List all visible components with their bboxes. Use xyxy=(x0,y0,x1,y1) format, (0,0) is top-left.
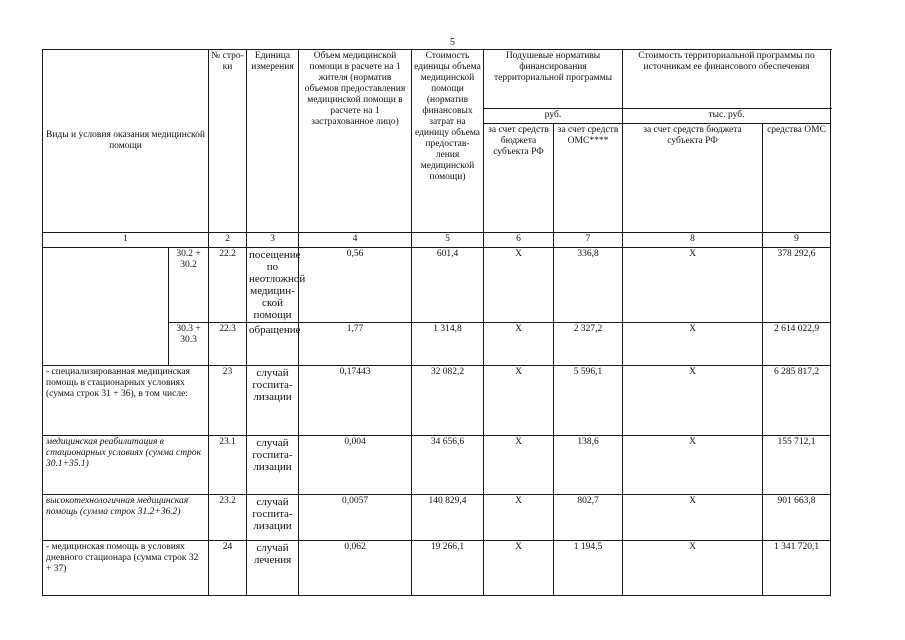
table-row xyxy=(43,248,831,323)
column-number: 1 xyxy=(43,233,209,248)
sub-row-code: 30.3 + 30.3 xyxy=(169,323,209,366)
header-program-cost: Стоимость территориальной программы по источникам ее финансового обеспечения xyxy=(623,50,831,109)
column-number: 6 xyxy=(484,233,554,248)
row-number: 23.1 xyxy=(209,436,247,495)
unit-cell: обращение xyxy=(247,323,299,366)
header-norm-oms: за счет средств ОМС**** xyxy=(554,124,623,233)
value-cell: 0,004 xyxy=(299,436,412,495)
value-cell: 138,6 xyxy=(554,436,623,495)
header-cost-budget: за счет средств бюджета субъекта РФ xyxy=(623,124,763,233)
value-cell: 802,7 xyxy=(554,495,623,541)
value-cell: 6 285 817,2 xyxy=(763,366,831,436)
unit-cell: случай госпита-лизации xyxy=(247,366,299,436)
header-norm-budget: за счет средств бюджета субъекта РФ xyxy=(484,124,554,233)
header-volume: Объем медицинской помощи в расчете на 1 жителя (норматив объемов предоставления медицинской помощи в расчете на 1 застрахованное лицо) xyxy=(299,50,412,233)
value-cell: 601,4 xyxy=(412,248,484,323)
value-cell: X xyxy=(484,323,554,366)
column-number-row xyxy=(43,233,831,248)
value-cell: 378 292,6 xyxy=(763,248,831,323)
value-cell: X xyxy=(484,248,554,323)
column-number: 5 xyxy=(412,233,484,248)
column-number: 8 xyxy=(623,233,763,248)
column-number: 7 xyxy=(554,233,623,248)
program-cost-table xyxy=(42,49,831,596)
unit-cell: посещение по неотложной медицин-ской помощи xyxy=(247,248,299,323)
value-cell: 1 194,5 xyxy=(554,541,623,596)
column-number: 9 xyxy=(763,233,831,248)
value-cell: 0,17443 xyxy=(299,366,412,436)
table-row xyxy=(43,495,831,541)
value-cell: 32 082,2 xyxy=(412,366,484,436)
header-cost-oms: средства ОМС xyxy=(763,124,831,233)
row-label: высокотехнологичная медицинская помощь (сумма строк 31.2+36.2) xyxy=(43,495,209,541)
value-cell: 34 656,6 xyxy=(412,436,484,495)
value-cell: 1 341 720,1 xyxy=(763,541,831,596)
column-number: 4 xyxy=(299,233,412,248)
row-number: 23.2 xyxy=(209,495,247,541)
header-per-capita-norms: Подушевые нормативы финансирования территориальной программы xyxy=(484,50,623,109)
value-cell: 140 829,4 xyxy=(412,495,484,541)
row-number: 22.3 xyxy=(209,323,247,366)
value-cell: 0,062 xyxy=(299,541,412,596)
value-cell: X xyxy=(623,495,763,541)
column-number: 3 xyxy=(247,233,299,248)
value-cell: 336,8 xyxy=(554,248,623,323)
value-cell: X xyxy=(623,366,763,436)
sub-row-code: 30.2 + 30.2 xyxy=(169,248,209,323)
value-cell: 901 663,8 xyxy=(763,495,831,541)
row-number: 23 xyxy=(209,366,247,436)
unit-cell: случай госпита-лизации xyxy=(247,495,299,541)
header-unit: Единица измерения xyxy=(247,50,299,233)
header-unit-thousand-rub: тыс. руб. xyxy=(623,109,831,124)
header-unit-rub: руб. xyxy=(484,109,623,124)
value-cell: 0,0057 xyxy=(299,495,412,541)
page-number: 5 xyxy=(450,37,455,48)
value-cell: X xyxy=(623,323,763,366)
value-cell: 0,56 xyxy=(299,248,412,323)
header-unit-cost: Стоимость единицы объема медицинской помощи (норматив финансовых затрат на единицу объема предостав-ления медицинской помощи) xyxy=(412,50,484,233)
empty-cell xyxy=(43,248,169,366)
value-cell: 155 712,1 xyxy=(763,436,831,495)
header-row-number: № стро-ки xyxy=(209,50,247,233)
table-row xyxy=(43,366,831,436)
value-cell: X xyxy=(484,495,554,541)
value-cell: 2 614 022,9 xyxy=(763,323,831,366)
value-cell: 2 327,2 xyxy=(554,323,623,366)
row-label: медицинская реабилитация в стационарных условиях (сумма строк 30.1+35.1) xyxy=(43,436,209,495)
row-number: 24 xyxy=(209,541,247,596)
row-number: 22.2 xyxy=(209,248,247,323)
value-cell: X xyxy=(484,436,554,495)
table-row xyxy=(43,541,831,596)
value-cell: 19 266,1 xyxy=(412,541,484,596)
value-cell: 5 596,1 xyxy=(554,366,623,436)
row-label: - медицинская помощь в условиях дневного стационара (сумма строк 32 + 37) xyxy=(43,541,209,596)
value-cell: X xyxy=(484,366,554,436)
value-cell: 1 314,8 xyxy=(412,323,484,366)
header-service-type: Виды и условия оказания медицинской помощи xyxy=(43,50,209,233)
value-cell: X xyxy=(623,541,763,596)
value-cell: X xyxy=(623,436,763,495)
unit-cell: случай госпита-лизации xyxy=(247,436,299,495)
row-label: - специализированная медицинская помощь в стационарных условиях (сумма строк 31 + 36), в том числе: xyxy=(43,366,209,436)
unit-cell: случай лечения xyxy=(247,541,299,596)
value-cell: X xyxy=(484,541,554,596)
value-cell: 1,77 xyxy=(299,323,412,366)
value-cell: X xyxy=(623,248,763,323)
column-number: 2 xyxy=(209,233,247,248)
table-row xyxy=(43,436,831,495)
